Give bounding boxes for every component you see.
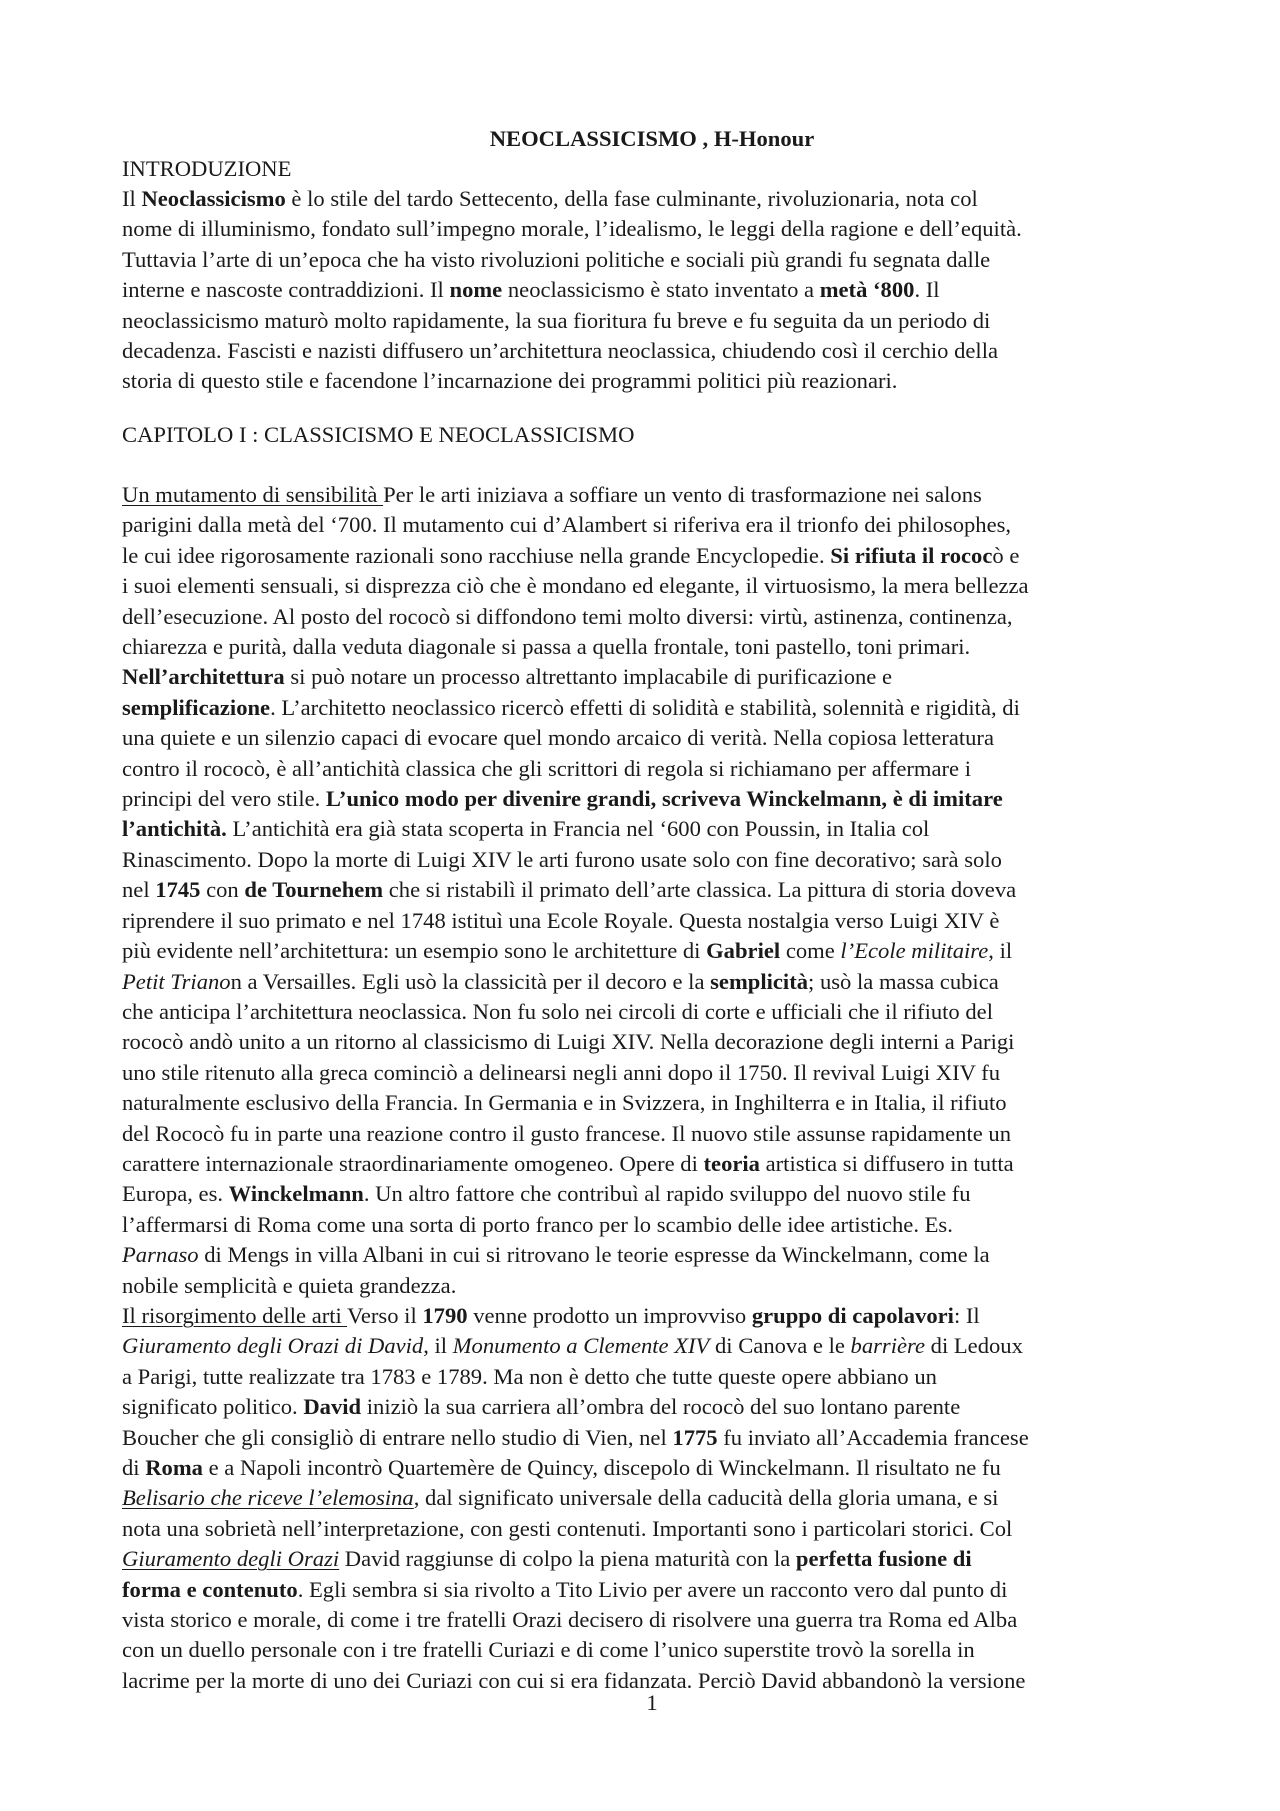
text-run: chiarezza e purità, dalla veduta diagonale si passa a quella frontale, toni pastello, toni primari.	[122, 634, 971, 660]
text-line	[122, 967, 1182, 997]
text-line	[122, 275, 1182, 305]
text-run: come	[780, 938, 841, 964]
text-run: iniziò la sua carriera all’ombra del rococò del suo lontano parente	[361, 1394, 961, 1420]
text-line	[122, 1635, 1182, 1665]
text-run: David raggiunse di colpo la piena maturità con la	[339, 1546, 796, 1572]
intro-paragraph	[122, 184, 1182, 397]
text-run: l’Ecole militaire	[840, 938, 989, 964]
text-run: Nell’architettura	[122, 664, 285, 690]
text-run: L’unico modo per divenire grandi, scriveva Winckelmann, è di imitare	[325, 786, 1003, 812]
text-line	[122, 1362, 1182, 1392]
text-run: vista storico e morale, di come i tre fratelli Orazi decisero di risolvere una guerra tra Roma ed Alba	[122, 1607, 1018, 1633]
text-run: de Tournehem	[244, 877, 384, 903]
text-run: , il	[423, 1333, 453, 1359]
text-run: riprendere il suo primato e nel 1748 istituì una Ecole Royale. Questa nostalgia verso Luigi XIV è	[122, 907, 1000, 933]
text-run: artistica si diffusero in tutta	[759, 1150, 1014, 1176]
text-run: . L’architetto neoclassico ricercò effetti di solidità e stabilità, solennità e rigidità, di	[270, 694, 1020, 720]
text-line	[122, 184, 1182, 214]
text-run: Per le arti iniziava a soffiare un vento di trasformazione nei salons	[383, 482, 982, 507]
text-line	[122, 693, 1182, 723]
text-line	[122, 662, 1182, 692]
text-line	[122, 1271, 1182, 1301]
text-run: uno stile ritenuto alla greca cominciò a delinearsi negli anni dopo il 1750. Il revival Luigi XIV fu	[122, 1059, 1000, 1085]
text-line	[122, 875, 1182, 905]
document-page	[122, 0, 1182, 1811]
text-run: decadenza. Fascisti e nazisti diffusero un’architettura neoclassica, chiudendo così il cerchio della	[122, 338, 998, 364]
text-line	[122, 1423, 1182, 1453]
text-run: nota una sobrietà nell’interpretazione, con gesti contenuti. Importanti sono i particolari storici. Col	[122, 1515, 1013, 1541]
chapter-heading: CAPITOLO I : CLASSICISMO E NEOCLASSICISMO	[122, 422, 635, 447]
text-run: Winckelmann	[228, 1181, 364, 1207]
text-run: L’antichità era già stata scoperta in Francia nel ‘600 con Poussin, in Italia col	[226, 816, 930, 842]
text-run: neoclassicismo maturò molto rapidamente, la sua fioritura fu breve e fu seguita da un periodo di	[122, 307, 991, 333]
text-run: che si ristabilì il primato dell’arte classica. La pittura di storia doveva	[383, 877, 1017, 903]
text-run: le cui idee rigorosamente razionali sono racchiuse nella grande Encyclopedie.	[122, 542, 831, 568]
text-run: Petit Triano	[122, 968, 231, 994]
text-run: con	[200, 877, 245, 903]
text-line	[122, 1544, 1182, 1574]
text-run: è lo stile del tardo Settecento, della fase culminante, rivoluzionaria, nota col	[285, 186, 978, 211]
text-run: più evidente nell’architettura: un esempio sono le architetture di	[122, 938, 707, 964]
text-line	[122, 723, 1182, 753]
text-line	[122, 1331, 1182, 1361]
text-run: di	[122, 1455, 146, 1480]
text-run: Si rifiuta il rococ	[830, 542, 993, 568]
text-run: una quiete e un silenzio capaci di evocare quel mondo arcaico di verità. Nella copiosa letteratura	[122, 725, 994, 751]
text-run: l’antichità.	[122, 816, 227, 842]
text-line	[122, 245, 1182, 275]
text-run: l’affermarsi di Roma come una sorta di porto franco per lo scambio delle idee artistiche. Es.	[122, 1211, 953, 1237]
text-run: principi del vero stile.	[122, 786, 326, 812]
text-run: barrière	[850, 1333, 925, 1359]
chapter-body	[122, 480, 1182, 1696]
page-number: 1	[646, 1690, 658, 1715]
text-run: i suoi elementi sensuali, si disprezza ciò che è mondano ed elegante, il virtuosismo, la mera bellezza	[122, 573, 1029, 599]
text-run: teoria	[703, 1150, 760, 1176]
text-line	[122, 632, 1182, 662]
text-run: nome	[449, 277, 503, 303]
text-run: significato politico.	[122, 1394, 304, 1420]
text-line	[122, 845, 1182, 875]
text-run: Parnaso	[122, 1242, 199, 1268]
text-run: a Parigi, tutte realizzate tra 1783 e 1789. Ma non è detto che tutte queste opere abbiano un	[122, 1363, 937, 1389]
text-run: : Il	[953, 1302, 980, 1328]
text-line	[122, 510, 1182, 540]
text-run: rococò andò unito a un ritorno al classicismo di Luigi XIV. Nella decorazione degli interni a Parigi	[122, 1029, 1015, 1055]
intro-heading: INTRODUZIONE	[122, 156, 292, 181]
text-run: , il	[988, 938, 1013, 964]
text-run: 1775	[672, 1424, 718, 1450]
text-run: interne e nascoste contraddizioni. Il	[122, 277, 450, 303]
text-run: metà ‘800	[819, 277, 915, 303]
text-run: Monumento a Clemente XIV	[452, 1333, 710, 1359]
text-line	[122, 754, 1182, 784]
text-run: dell’esecuzione. Al posto del rococò si diffondono temi molto diversi: virtù, astinenza, continenza,	[122, 603, 1013, 629]
text-run: parigini dalla metà del ‘700. Il mutamento cui d’Alambert si riferiva era il trionfo dei philosophes,	[122, 512, 1012, 538]
text-run: che anticipa l’architettura neoclassica. Non fu solo nei circoli di corte e ufficiali che il rifiuto del	[122, 998, 993, 1024]
text-run: contro il rococò, è all’antichità classica che gli scrittori di regola si richiamano per affermare i	[122, 755, 971, 781]
text-run: e a Napoli incontrò Quartemère de Quincy, discepolo di Winckelmann. Il risultato ne fu	[202, 1455, 1001, 1480]
text-run: forma e contenuto	[122, 1576, 298, 1602]
text-line	[122, 541, 1182, 571]
text-run: neoclassicismo è stato inventato a	[502, 277, 820, 303]
text-run: venne prodotto un improvviso	[467, 1302, 752, 1328]
text-run: semplicità	[710, 968, 809, 994]
text-run: nobile semplicità e quieta grandezza.	[122, 1272, 457, 1298]
text-line	[122, 1240, 1182, 1270]
text-run: nel	[122, 877, 156, 903]
text-line	[122, 1149, 1182, 1179]
text-run: Boucher che gli consigliò di entrare nello studio di Vien, nel	[122, 1424, 673, 1450]
text-line	[122, 1483, 1182, 1513]
text-line	[122, 1605, 1182, 1635]
text-line	[122, 814, 1182, 844]
text-run: di Canova e le	[709, 1333, 851, 1359]
text-run: lacrime per la morte di uno dei Curiazi con cui si era fidanzata. Perciò David abbandonò la versione	[122, 1667, 1026, 1693]
text-line	[122, 306, 1182, 336]
text-run: Roma	[145, 1455, 203, 1480]
text-run: del Rococò fu in parte una reazione contro il gusto francese. Il nuovo stile assunse rapidamente un	[122, 1120, 1012, 1146]
text-line	[122, 571, 1182, 601]
text-run: carattere internazionale straordinariamente omogeneo. Opere di	[122, 1150, 704, 1176]
text-line	[122, 214, 1182, 244]
text-run: Rinascimento. Dopo la morte di Luigi XIV le arti furono usate solo con fine decorativo; sarà solo	[122, 846, 1002, 872]
text-run: Il	[122, 186, 142, 211]
text-run: ; usò la massa cubica	[808, 968, 999, 994]
text-run: gruppo di capolavori	[751, 1302, 954, 1328]
text-run: . Un altro fattore che contribuì al rapido sviluppo del nuovo stile fu	[363, 1181, 971, 1207]
text-run: Un mutamento di sensibilità	[122, 482, 384, 507]
text-run: fu inviato all’Accademia francese	[717, 1424, 1029, 1450]
text-run: ò e	[992, 542, 1020, 568]
text-line	[122, 1514, 1182, 1544]
text-run: Il risorgimento delle arti	[122, 1302, 348, 1328]
text-line	[122, 784, 1182, 814]
text-run: perfetta fusione di	[795, 1546, 972, 1572]
text-line	[122, 1088, 1182, 1118]
text-run: , dal significato universale della caducità della gloria umana, e si	[413, 1485, 999, 1511]
text-line	[122, 1027, 1182, 1057]
text-run: di Ledoux	[925, 1333, 1023, 1359]
text-line	[122, 336, 1182, 366]
text-run: Tuttavia l’arte di un’epoca che ha visto rivoluzioni politiche e sociali più grandi fu segnata dalle	[122, 246, 991, 272]
text-run: n a Versailles. Egli usò la classicità per il decoro e la	[230, 968, 711, 994]
text-run: Giuramento degli Orazi	[122, 1546, 340, 1572]
text-run: Gabriel	[706, 938, 781, 964]
text-run: Belisario che riceve l’elemosina	[122, 1485, 414, 1511]
text-run: di Mengs in villa Albani in cui si ritrovano le teorie espresse da Winckelmann, come la	[198, 1242, 990, 1268]
text-line	[122, 1392, 1182, 1422]
text-run: Giuramento degli Orazi di David	[122, 1333, 424, 1359]
text-run: Europa, es.	[122, 1181, 229, 1207]
text-run: 1790	[422, 1302, 468, 1328]
text-line	[122, 997, 1182, 1027]
text-run: Verso il	[347, 1302, 423, 1328]
text-line	[122, 1301, 1182, 1331]
text-line	[122, 1058, 1182, 1088]
text-run: David	[303, 1394, 362, 1420]
text-line	[122, 936, 1182, 966]
text-run: Neoclassicismo	[141, 186, 286, 211]
text-run: con un duello personale con i tre fratelli Curiazi e di come l’unico superstite trovò la sorella in	[122, 1637, 975, 1663]
text-run: naturalmente esclusivo della Francia. In Germania e in Svizzera, in Inghilterra e in Italia, il rifiuto	[122, 1090, 1007, 1116]
text-line	[122, 1119, 1182, 1149]
text-line	[122, 1210, 1182, 1240]
text-line	[122, 366, 1182, 396]
text-run: . Il	[914, 277, 940, 303]
text-run: nome di illuminismo, fondato sull’impegno morale, l’idealismo, le leggi della ragione e dell’equità.	[122, 216, 1022, 242]
text-run: semplificazione	[122, 694, 271, 720]
text-line	[122, 1575, 1182, 1605]
document-title: NEOCLASSICISMO , H-Honour	[489, 126, 815, 151]
text-run: 1745	[155, 877, 201, 903]
text-line	[122, 602, 1182, 632]
text-run: si può notare un processo altrettanto implacabile di purificazione e	[284, 664, 893, 690]
text-line	[122, 480, 1182, 510]
text-line	[122, 1453, 1182, 1483]
text-run: storia di questo stile e facendone l’incarnazione dei programmi politici più reazionari.	[122, 368, 898, 394]
text-line	[122, 1179, 1182, 1209]
text-line	[122, 906, 1182, 936]
text-run: . Egli sembra si sia rivolto a Tito Livio per avere un racconto vero dal punto di	[297, 1576, 1008, 1602]
